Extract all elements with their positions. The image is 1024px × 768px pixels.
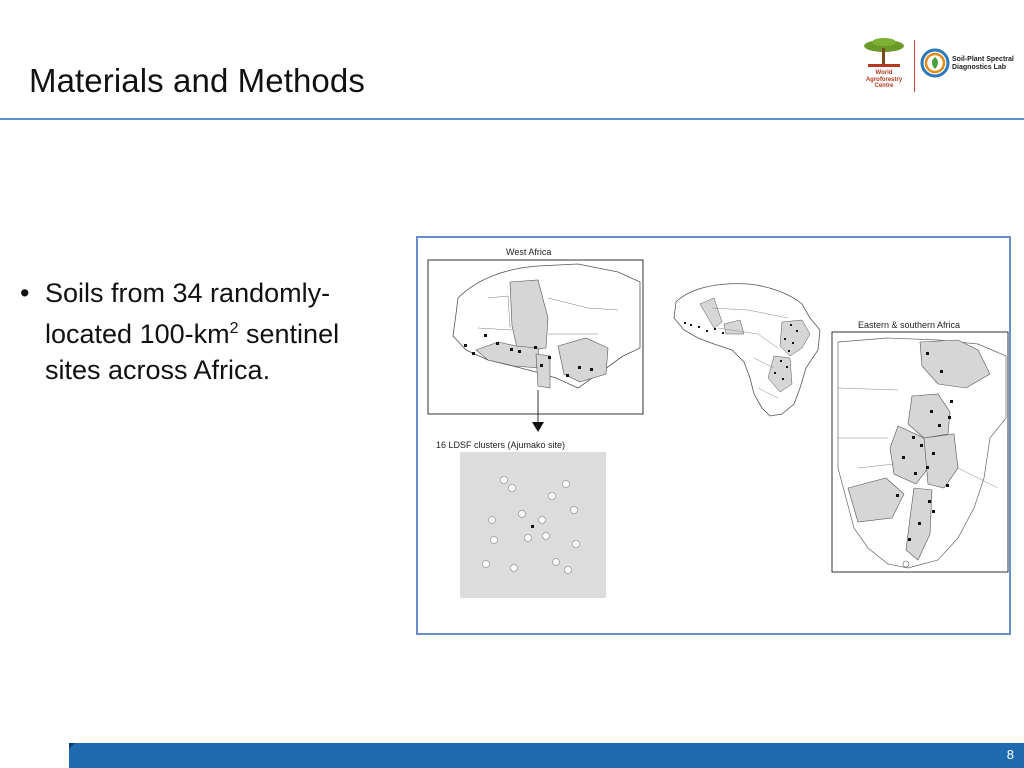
spectral-lab-logo-text: Soil-Plant Spectral Diagnostics Lab — [952, 56, 1014, 71]
acacia-tree-icon — [858, 36, 910, 72]
logo-group — [858, 36, 1022, 98]
title-rule — [0, 118, 1024, 120]
west-africa-inset — [428, 247, 643, 414]
world-agroforestry-logo — [858, 36, 910, 98]
superscript-two: 2 — [229, 320, 239, 337]
icraf-logo-text: World Agroforestry Centre — [865, 70, 903, 89]
africa-overview-map — [674, 284, 820, 416]
footer-notch — [69, 743, 75, 749]
west-africa-label: West Africa — [506, 247, 552, 257]
bullet-text-end: sentinel sites across Africa. — [45, 319, 340, 385]
east-africa-label: Eastern & southern Africa — [858, 320, 961, 330]
footer-bar — [69, 743, 1024, 768]
spectral-lab-icon — [920, 48, 950, 78]
east-africa-inset — [832, 332, 1008, 572]
slide-title: Materials and Methods — [29, 62, 365, 99]
bullet-marker: • — [20, 278, 30, 308]
clusters-label: 16 LDSF clusters (Ajumako site) — [436, 440, 566, 450]
page-number: 8 — [1006, 747, 1014, 762]
sentinel-sites-figure — [416, 236, 1011, 635]
bullet-item — [20, 275, 400, 388]
bullet-list — [20, 275, 400, 388]
maps-figure-svg — [418, 238, 1009, 633]
ldsf-cluster-inset — [460, 452, 606, 598]
bullet-text-start: Soils from 34 randomly-located 100-km — [45, 278, 331, 349]
zoom-arrow-icon — [532, 422, 544, 432]
logo-divider — [914, 40, 915, 92]
